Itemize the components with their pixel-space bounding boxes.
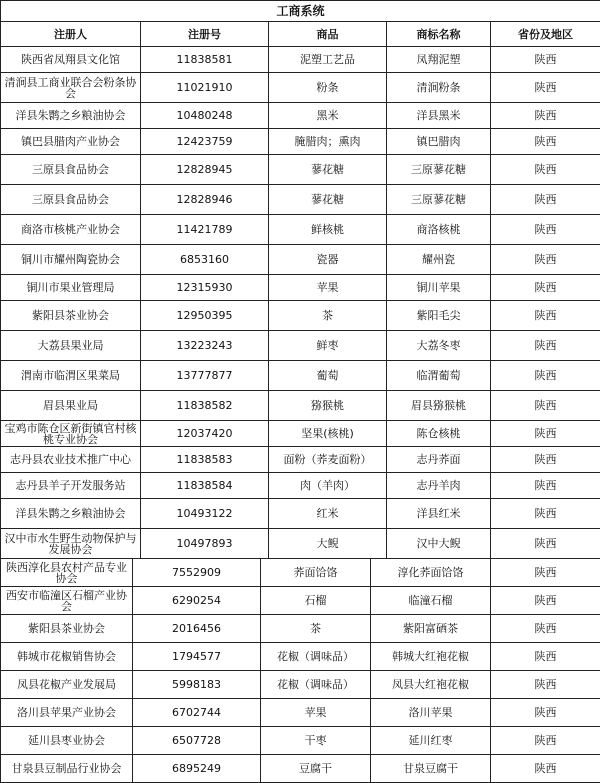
goods-cell: 黑米 (269, 103, 387, 129)
reg-no-cell: 6702744 (133, 699, 261, 727)
table-row (1, 155, 600, 185)
header-reg-no: 注册号 (141, 22, 269, 47)
registrant-cell: 陕西省凤翔县文化馆 (1, 47, 141, 73)
brand-cell: 紫阳毛尖 (387, 301, 491, 331)
region-cell: 陕西 (491, 447, 600, 473)
brand-cell: 临潼石榴 (371, 587, 491, 615)
table-row (1, 391, 600, 421)
table-row (1, 421, 600, 447)
brand-cell: 大荔冬枣 (387, 331, 491, 361)
registrant-cell: 汉中市水生野生动物保护与发展协会 (1, 529, 141, 559)
table-row (1, 671, 600, 699)
region-cell: 陕西 (491, 215, 600, 245)
goods-cell: 肉（羊肉） (269, 473, 387, 499)
goods-cell: 干枣 (261, 727, 371, 755)
goods-cell: 大鲵 (269, 529, 387, 559)
region-cell: 陕西 (491, 643, 600, 671)
brand-cell: 商洛核桃 (387, 215, 491, 245)
registrant-cell: 大荔县果业局 (1, 331, 141, 361)
table-row (1, 103, 600, 129)
table-row (1, 473, 600, 499)
goods-cell: 石榴 (261, 587, 371, 615)
brand-cell: 洋县黑米 (387, 103, 491, 129)
header-region: 省份及地区 (491, 22, 600, 47)
goods-cell: 苹果 (269, 275, 387, 301)
reg-no-cell: 2016456 (133, 615, 261, 643)
goods-cell: 粉条 (269, 73, 387, 103)
registrant-cell: 商洛市核桃产业协会 (1, 215, 141, 245)
table-title: 工商系统 (1, 1, 600, 22)
registrant-cell: 渭南市临渭区果菜局 (1, 361, 141, 391)
table-row (1, 301, 600, 331)
reg-no-cell: 12828945 (141, 155, 269, 185)
region-cell: 陕西 (491, 529, 600, 559)
table-row (1, 331, 600, 361)
table-row (1, 699, 600, 727)
table-row (1, 185, 600, 215)
region-cell: 陕西 (491, 727, 600, 755)
brand-cell: 三原蓼花糖 (387, 185, 491, 215)
registrant-cell: 洋县朱鹮之乡粮油协会 (1, 499, 141, 529)
goods-cell: 苹果 (261, 699, 371, 727)
region-cell: 陕西 (491, 421, 600, 447)
reg-no-cell: 11838581 (141, 47, 269, 73)
region-cell: 陕西 (491, 47, 600, 73)
reg-no-cell: 11838583 (141, 447, 269, 473)
registrant-cell: 紫阳县茶业协会 (1, 301, 141, 331)
brand-cell: 淳化荞面饸饹 (371, 559, 491, 587)
registrant-cell: 志丹县农业技术推广中心 (1, 447, 141, 473)
registrant-cell: 凤县花椒产业发展局 (1, 671, 133, 699)
region-cell: 陕西 (491, 331, 600, 361)
goods-cell: 瓷器 (269, 245, 387, 275)
region-cell: 陕西 (491, 755, 600, 783)
region-cell: 陕西 (491, 699, 600, 727)
table-row (1, 245, 600, 275)
reg-no-cell: 6853160 (141, 245, 269, 275)
registrant-cell: 铜川市果业管理局 (1, 275, 141, 301)
table-row (1, 727, 600, 755)
goods-cell: 花椒（调味品） (261, 671, 371, 699)
table-row (1, 73, 600, 103)
goods-cell: 面粉（荞麦面粉） (269, 447, 387, 473)
brand-cell: 三原蓼花糖 (387, 155, 491, 185)
header-row (1, 22, 600, 47)
region-cell: 陕西 (491, 473, 600, 499)
brand-cell: 凤县大红袍花椒 (371, 671, 491, 699)
reg-no-cell: 11838584 (141, 473, 269, 499)
brand-cell: 汉中大鲵 (387, 529, 491, 559)
header-registrant: 注册人 (1, 22, 141, 47)
header-brand: 商标名称 (387, 22, 491, 47)
brand-cell: 甘泉豆腐干 (371, 755, 491, 783)
brand-cell: 洛川苹果 (371, 699, 491, 727)
region-cell: 陕西 (491, 245, 600, 275)
region-cell: 陕西 (491, 499, 600, 529)
reg-no-cell: 6895249 (133, 755, 261, 783)
registrant-cell: 三原县食品协会 (1, 185, 141, 215)
registrant-cell: 志丹县羊子开发服务站 (1, 473, 141, 499)
table-row (1, 275, 600, 301)
region-cell: 陕西 (491, 155, 600, 185)
reg-no-cell: 6290254 (133, 587, 261, 615)
brand-cell: 紫阳富硒茶 (371, 615, 491, 643)
goods-cell: 荞面饸饹 (261, 559, 371, 587)
reg-no-cell: 5998183 (133, 671, 261, 699)
goods-cell: 腌腊肉；熏肉 (269, 129, 387, 155)
goods-cell: 泥塑工艺品 (269, 47, 387, 73)
goods-cell: 蓼花糖 (269, 185, 387, 215)
reg-no-cell: 11421789 (141, 215, 269, 245)
table-row (1, 643, 600, 671)
registrant-cell: 紫阳县茶业协会 (1, 615, 133, 643)
goods-cell: 葡萄 (269, 361, 387, 391)
table-row (1, 129, 600, 155)
region-cell: 陕西 (491, 615, 600, 643)
reg-no-cell: 12950395 (141, 301, 269, 331)
registrant-cell: 陕西淳化县农村产品专业协会 (1, 559, 133, 587)
header-goods: 商品 (269, 22, 387, 47)
trademark-table-part2 (0, 558, 600, 783)
goods-cell: 茶 (269, 301, 387, 331)
goods-cell: 茶 (261, 615, 371, 643)
brand-cell: 耀州瓷 (387, 245, 491, 275)
registrant-cell: 宝鸡市陈仓区新街镇官村核桃专业协会 (1, 421, 141, 447)
brand-cell: 清涧粉条 (387, 73, 491, 103)
registrant-cell: 眉县果业局 (1, 391, 141, 421)
brand-cell: 镇巴腊肉 (387, 129, 491, 155)
goods-cell: 红米 (269, 499, 387, 529)
reg-no-cell: 6507728 (133, 727, 261, 755)
registrant-cell: 洛川县苹果产业协会 (1, 699, 133, 727)
goods-cell: 蓼花糖 (269, 155, 387, 185)
region-cell: 陕西 (491, 185, 600, 215)
reg-no-cell: 13223243 (141, 331, 269, 361)
table-row (1, 587, 600, 615)
brand-cell: 韩城大红袍花椒 (371, 643, 491, 671)
brand-cell: 陈仓核桃 (387, 421, 491, 447)
reg-no-cell: 13777877 (141, 361, 269, 391)
registrant-cell: 西安市临潼区石榴产业协会 (1, 587, 133, 615)
brand-cell: 志丹羊肉 (387, 473, 491, 499)
region-cell: 陕西 (491, 587, 600, 615)
goods-cell: 鲜枣 (269, 331, 387, 361)
reg-no-cell: 12315930 (141, 275, 269, 301)
table-row (1, 615, 600, 643)
reg-no-cell: 1794577 (133, 643, 261, 671)
reg-no-cell: 10480248 (141, 103, 269, 129)
reg-no-cell: 11021910 (141, 73, 269, 103)
table-row (1, 559, 600, 587)
registrant-cell: 清涧县工商业联合会粉条协会 (1, 73, 141, 103)
table-row (1, 499, 600, 529)
brand-cell: 洋县红米 (387, 499, 491, 529)
region-cell: 陕西 (491, 275, 600, 301)
goods-cell: 坚果(核桃) (269, 421, 387, 447)
goods-cell: 花椒（调味品） (261, 643, 371, 671)
registrant-cell: 甘泉县豆制品行业协会 (1, 755, 133, 783)
registrant-cell: 韩城市花椒销售协会 (1, 643, 133, 671)
table-row (1, 215, 600, 245)
goods-cell: 豆腐干 (261, 755, 371, 783)
reg-no-cell: 10497893 (141, 529, 269, 559)
registrant-cell: 延川县枣业协会 (1, 727, 133, 755)
region-cell: 陕西 (491, 559, 600, 587)
table-row (1, 529, 600, 559)
reg-no-cell: 12828946 (141, 185, 269, 215)
goods-cell: 鲜核桃 (269, 215, 387, 245)
reg-no-cell: 12423759 (141, 129, 269, 155)
goods-cell: 猕猴桃 (269, 391, 387, 421)
registrant-cell: 镇巴县腊肉产业协会 (1, 129, 141, 155)
table-row (1, 755, 600, 783)
region-cell: 陕西 (491, 391, 600, 421)
brand-cell: 铜川苹果 (387, 275, 491, 301)
table-row (1, 447, 600, 473)
brand-cell: 延川红枣 (371, 727, 491, 755)
region-cell: 陕西 (491, 671, 600, 699)
brand-cell: 凤翔泥塑 (387, 47, 491, 73)
region-cell: 陕西 (491, 361, 600, 391)
brand-cell: 临渭葡萄 (387, 361, 491, 391)
registrant-cell: 铜川市耀州陶瓷协会 (1, 245, 141, 275)
reg-no-cell: 7552909 (133, 559, 261, 587)
registrant-cell: 三原县食品协会 (1, 155, 141, 185)
region-cell: 陕西 (491, 103, 600, 129)
table-row (1, 361, 600, 391)
reg-no-cell: 11838582 (141, 391, 269, 421)
registrant-cell: 洋县朱鹮之乡粮油协会 (1, 103, 141, 129)
reg-no-cell: 10493122 (141, 499, 269, 529)
table-row (1, 47, 600, 73)
reg-no-cell: 12037420 (141, 421, 269, 447)
brand-cell: 眉县猕猴桃 (387, 391, 491, 421)
region-cell: 陕西 (491, 73, 600, 103)
brand-cell: 志丹荞面 (387, 447, 491, 473)
region-cell: 陕西 (491, 301, 600, 331)
region-cell: 陕西 (491, 129, 600, 155)
